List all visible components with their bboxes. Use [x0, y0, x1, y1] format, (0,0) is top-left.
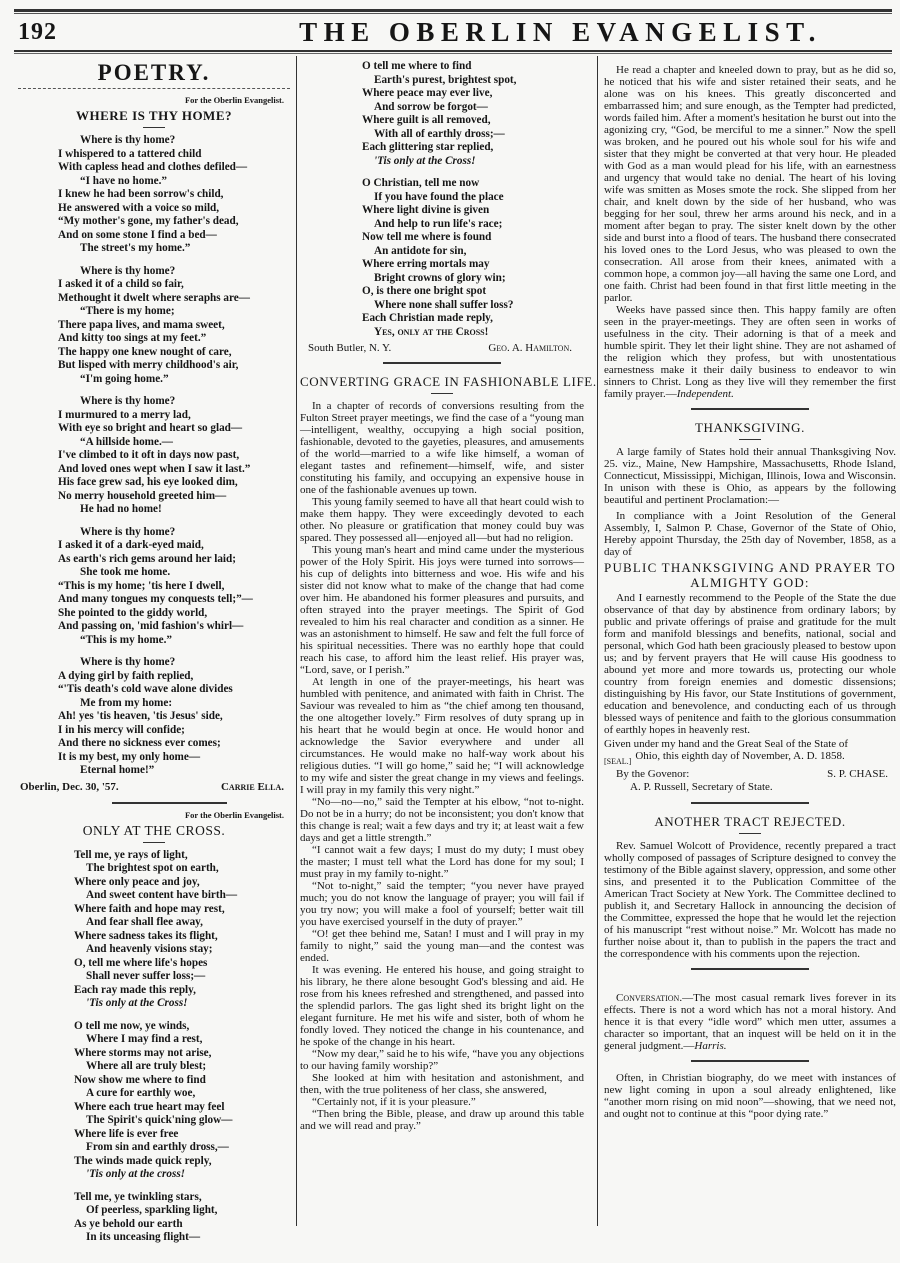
paragraph — [300, 1108, 584, 1132]
poem-line: Where all are truly blest; — [86, 1060, 207, 1072]
paragraph — [604, 992, 896, 1052]
poem-line: Where is thy home? — [80, 656, 176, 668]
paragraph-text: This young man's heart and mind came under the mysterious power of the Holy Spirit. His joys were turned into sorrows—his cup of delights into bitterness and woe. His wife and his sister did not know what to make of the change that had come over him. He abandoned his former pleasures and pursuits, and often strayed into the prayer meetings. The Spirit of God revealed to him his real character and condition as a sinner. He was an astonishment to himself. He saw and felt the full force of his spiritual necessities. There was no earthly hope that could reach his case, to afford him the least relief. His prayer was, “Lord, save, or I perish.” — [300, 544, 584, 676]
poem-line: Where is thy home? — [80, 525, 176, 538]
poem-line: She pointed to the giddy world, — [58, 606, 208, 619]
short-rule — [739, 439, 761, 440]
poem-line: And heavenly visions stay; — [86, 943, 213, 955]
poem-line: As earth's rich gems around her laid; — [58, 552, 236, 565]
poem-line: And fear shall flee away, — [86, 916, 203, 928]
seal-mark: [SEAL.] — [604, 757, 632, 766]
poem-line: And passing on, 'mid fashion's whirl— — [58, 620, 244, 632]
poem-line: A dying girl by faith replied, — [58, 669, 194, 682]
divider — [112, 802, 227, 804]
divider — [691, 408, 809, 410]
paragraph — [604, 592, 896, 736]
paragraph — [300, 1072, 584, 1096]
article-title: ANOTHER TRACT REJECTED. — [654, 814, 846, 829]
poem-line: O Christian, tell me now — [362, 177, 480, 189]
poem-line: Bright crowns of glory win; — [374, 271, 506, 284]
short-rule — [739, 833, 761, 834]
paragraph-text: He read a chapter and kneeled down to pray, but as he did so, he noticed that his wife and sister retained their seats, and he alone was on his knees. This greatly disconcerted and embarrassed him; and sure enough, as the Tempter had predicted, words failed him. After a moment's hesitation he burst out into the agonizing cry, “God, be merciful to me a sinner.” Now the spell was broken, and he poured out his whole soul for his wife and sister that they might be converted at that very hour. He pleaded with God as a man would plead for his life, with an earnestness and urgency that would take no denial. The heart of his loving wife was smitten as Moses smote the rock. She slipped from her chair, and knelt down by the side of her husband, who was begging for her soul, threw her arms around his neck, and in a moment after began to pray. The sister knelt down by the other side and burst into a flood of tears. The husband there consecrated his loved ones to the Lord Jesus, who was pleased to own the consecration. All arose from their knees, animated with a common hope, a common joy—all having the same one Lord, and one faith. Christ had been found in that first little meeting in the parlor. — [604, 64, 896, 304]
short-rule — [143, 842, 165, 843]
top-rule — [14, 9, 892, 14]
poem-signature — [12, 781, 296, 793]
conversation-paragraph — [604, 992, 896, 1052]
divider — [691, 1060, 809, 1062]
poem-line: Methought it dwelt where seraphs are— — [58, 291, 250, 304]
paragraph-text: “Then bring the Bible, please, and draw up around this table and we will read and pray.” — [300, 1108, 584, 1132]
paragraph-text: “O! get thee behind me, Satan! I must and I will pray in my family to night,” said the young man—and the contest was ended. — [300, 928, 584, 964]
poem-line: The street's my home.” — [80, 242, 191, 254]
poem-line: “A hillside home.— — [80, 435, 173, 448]
poem-line: And there no sickness ever comes; — [58, 737, 221, 749]
stanza — [12, 1191, 296, 1245]
paragraph-text: A large family of States hold their annual Thanksgiving Nov. 25. viz., Maine, New Hampshire, Massachusetts, Rhode Island, Connecticut, Mississippi, Michigan, Illinois, Iowa and Wisconsin. In unison with these is Ohio, as appears by the following beautiful and pertinent Proclamation:— — [604, 446, 896, 506]
poem-line: And help to run life's race; — [374, 217, 503, 230]
paragraph-text: “Now my dear,” said he to his wife, “have you any objections to our having family worship?” — [300, 1048, 584, 1072]
poem-line: And loved ones wept when I saw it last.” — [58, 462, 251, 475]
paragraph-source: Independent. — [676, 388, 734, 400]
paragraph-text: “I cannot wait a few days; I must do my duty; I must obey the master; I must tell what the Lord has done for my soul; I must pray in my family to-night.” — [300, 844, 584, 880]
paragraph — [300, 844, 584, 880]
poem-line: “This is my home.” — [80, 633, 172, 646]
poem-title: ONLY AT THE CROSS. — [82, 822, 226, 838]
proclamation-heading: PUBLIC THANKSGIVING AND PRAYER TO ALMIGHTY GOD: — [604, 560, 896, 590]
paragraph — [604, 446, 896, 506]
secretary-signature: A. P. Russell, Secretary of State. — [630, 781, 773, 793]
poem-author: Carrie Ella. — [220, 780, 284, 793]
poem-line: “I'm going home.” — [80, 372, 169, 385]
article-title: THANKSGIVING. — [695, 420, 805, 435]
paragraph-text: “Not to-night,” said the tempter; “you never have prayed much; you do not know the language of prayer; you will fail if you try now; you will make a fool of yourself; better wait till you have exercised yourself in the duty of prayer.” — [300, 880, 584, 928]
poem-line: Each Christian made reply, — [362, 312, 493, 324]
thanksgiving-intro — [604, 446, 896, 506]
poem-line: Eternal home!” — [80, 764, 155, 776]
article-body — [300, 400, 584, 1132]
paragraph — [300, 400, 584, 496]
paragraph — [300, 676, 584, 796]
poem-line: Where storms may not arise, — [74, 1046, 212, 1059]
poem-line: I asked it of a dark-eyed maid, — [58, 539, 204, 551]
poem-line: And many tongues my conquests tell;”— — [58, 593, 253, 605]
poem-line: The happy one knew nought of care, — [58, 345, 232, 358]
poem-line: The Spirit's quick'ning glow— — [86, 1114, 233, 1126]
poem-credit: For the Oberlin Evangelist. — [184, 809, 284, 820]
paragraph — [604, 304, 896, 400]
poem-line: But lisped with merry childhood's air, — [58, 359, 239, 371]
paragraph-text: Rev. Samuel Wolcott of Providence, recently prepared a tract wholly composed of passages of Scripture designed to convey the testimony of the Bible against slavery, oppression, and some other sins, and presented it to the Publication Committee of the American Tract Society at New York. The Committee declined to publish it, and Secretary Hallock in announcing the decision of the Committee, expressed the hope that he would let the rejection of his manuscript “rest without noise.” Mr. Wolcott has made no further noise about it, than to publish in the papers the tract and the correspondence with his comments upon the rejection. — [604, 840, 896, 960]
poem-line: Tell me, ye rays of light, — [74, 848, 188, 861]
poem-line: With eye so bright and heart so glad— — [58, 422, 243, 434]
paragraph — [300, 496, 584, 544]
stanza — [300, 60, 584, 168]
poem-line: Of peerless, sparkling light, — [86, 1204, 218, 1216]
poem-body — [12, 849, 296, 1245]
poem-line: Now tell me where is found — [362, 231, 492, 243]
given-line: Given under my hand and the Great Seal of the State of — [604, 738, 849, 750]
poem-line: No merry household greeted him— — [58, 489, 227, 502]
poem-line: O tell me now, ye winds, — [74, 1019, 190, 1032]
poem-line: Where light divine is given — [362, 204, 490, 216]
poem-line: “I have no home.” — [80, 174, 168, 187]
paragraph-text: Weeks have passed since then. This happy family are often seen in the prayer-meetings. They are often seen in works of usefulness in the city. Their adorning is that of a meek and humble spirit. They let their light shine. They are not ashamed of the religion which they profess, but with unostentatious earnestness make it their daily business to endeavor to win sinners to Christ. Long as they live will they remember the first family prayer.— — [604, 304, 896, 400]
poem-line: I knew he had been sorrow's child, — [58, 188, 224, 200]
poem-body — [12, 134, 296, 778]
poem-line: Where each true heart may feel — [74, 1100, 225, 1113]
poem-line: With all of earthly dross;— — [374, 127, 505, 140]
paragraph — [300, 880, 584, 928]
column-2 — [300, 56, 597, 1132]
poem-line: O tell me where to find — [362, 60, 472, 72]
article-body — [604, 840, 896, 960]
paragraph-text: “No—no—no,” said the Tempter at his elbow, “not to-night. Do not be in a hurry; do not be inconsistent; you don't know that this change is real; wait a few days and try it; at least wait a few days and get a little strength.” — [300, 796, 584, 844]
paragraph-text: This young family seemed to have all that heart could wish to make them happy. They were exceedingly devoted to each other. No pleasure or gratification that money could buy was spared. They possessed all—enjoyed all—but had no religion. — [300, 496, 584, 544]
poem-line: As ye behold our earth — [74, 1217, 183, 1230]
proclamation-recommendation — [604, 592, 896, 736]
poem-credit: For the Oberlin Evangelist. — [184, 95, 284, 105]
poem-line: I've climbed to it oft in days now past, — [58, 449, 240, 461]
poem-line: I in his mercy will confide; — [58, 723, 185, 736]
poem-line: Ah! yes 'tis heaven, 'tis Jesus' side, — [58, 710, 223, 722]
paragraph-text: She looked at him with hesitation and astonishment, and then, with the true politeness of her class, she answered, — [300, 1072, 584, 1096]
paragraph-text: At length in one of the prayer-meetings, his heart was humbled with penitence, and animated with faith in Christ. The Saviour was revealed to him as “the chief among ten thousand, the one altogether lovely.” Firm resolves of duty sprang up in his heart that he would begin at once. He would honor and acknowledge the Savior everywhere and under all circumstances. He would make no half-way work about his religious duties. “I will go home,” said he; “I will acknowledge to my wife and sister the great change in my views and feelings. I will pray in my family this very night.” — [300, 676, 584, 796]
poem-line: Shall never suffer loss;— — [86, 970, 206, 982]
poem-line: And kitty too sings at my feet.” — [58, 332, 207, 344]
paragraph — [300, 1048, 584, 1072]
poem-line: A cure for earthly woe, — [86, 1087, 196, 1099]
paragraph — [300, 544, 584, 676]
poem-line: He answered with a voice so mild, — [58, 201, 220, 214]
poem-line: There papa lives, and mama sweet, — [58, 318, 225, 331]
paragraph-text: And I earnestly recommend to the People of the State the due observance of that day by abstinence from ordinary labors; by public and private offerings of praise and gratitude for the mult form and manifold blessings and benefits, national, social and personal, which God hath been graciously pleased to bestow upon us; and by fervent prayers that He will cause His goodness to abound yet more and more towards us, protecting our whole country from foreign enemies and domestic dissensions; distinguishing by His favor, our State Institutions of government, education and benevolence, and conducting each of us through blessed ways of penitence and faith to the glorious consummation of earthly hopes in heavenly rest. — [604, 592, 896, 736]
paragraph-text: In compliance with a Joint Resolution of the General Assembly, I, Salmon P. Chase, Governor of the State of Ohio, Hereby appoint Thursday, the 25th day of November, 1858, as a day of — [604, 510, 896, 558]
poem-line: I whispered to a tattered child — [58, 147, 202, 160]
stanza — [12, 849, 296, 1011]
stanza — [12, 395, 296, 517]
paragraph — [604, 840, 896, 960]
poem-line: Where peace may ever live, — [362, 87, 493, 99]
poem-line: “My mother's gone, my father's dead, — [58, 215, 239, 227]
poem-line: With capless head and clothes defiled— — [58, 161, 248, 173]
short-rule — [431, 393, 453, 394]
masthead-title: THE OBERLIN EVANGELIST. — [299, 17, 822, 47]
poem-line: “This is my home; 'tis here I dwell, — [58, 579, 225, 592]
poem-line: “'Tis death's cold wave alone divides — [58, 683, 233, 695]
paragraph — [604, 64, 896, 304]
poem-line: 'Tis only at the Cross! — [86, 997, 188, 1009]
article-title: CONVERTING GRACE IN FASHIONABLE LIFE. — [300, 374, 597, 389]
paragraph — [300, 1096, 584, 1108]
poem-body-continued — [300, 60, 584, 339]
paragraph — [604, 1072, 896, 1120]
poem-line: Yes, only at the Cross! — [374, 325, 489, 338]
poem-line: In its unceasing flight— — [86, 1231, 201, 1243]
poem-line: Where guilt is all removed, — [362, 114, 491, 126]
column-1 — [12, 56, 297, 1243]
poem-line: And on some stone I find a bed— — [58, 228, 217, 241]
paragraph — [604, 510, 896, 558]
poem-title: WHERE IS THY HOME? — [76, 108, 232, 123]
poem-line: I asked it of a child so fair, — [58, 278, 184, 290]
poem-line: And sweet content have birth— — [86, 889, 238, 901]
proclamation-text — [604, 510, 896, 558]
poem-line: She took me home. — [80, 566, 171, 578]
poem-line: Now show me where to find — [74, 1073, 206, 1086]
governor-name: S. P. CHASE. — [827, 768, 888, 780]
article-body-continued — [604, 64, 896, 400]
stanza — [12, 656, 296, 778]
divider — [691, 802, 809, 804]
stanza — [300, 177, 584, 339]
poem-line: Each ray made this reply, — [74, 983, 196, 996]
poem-line: “There is my home; — [80, 305, 175, 317]
poem-line: Where is thy home? — [80, 264, 176, 277]
governor-signature — [604, 768, 896, 781]
poem-line: Each glittering star replied, — [362, 141, 494, 153]
paragraph-text: Often, in Christian biography, do we meet with instances of new light coming in upon a soul already enlightened, like “another morn rising on mid noon”—showing, that we need not, and ought not to continue at this “poor dying rate.” — [604, 1072, 896, 1120]
poem-line: Where erring mortals may — [362, 258, 490, 270]
poem-line: If you have found the place — [374, 190, 504, 203]
poem-line: Where is thy home? — [80, 134, 176, 146]
poem-line: O, is there one bright spot — [362, 285, 487, 297]
poem-line: 'Tis only at the cross! — [86, 1168, 186, 1180]
divider — [383, 362, 501, 364]
poem-signature — [300, 342, 584, 354]
poem-line: The winds made quick reply, — [74, 1154, 212, 1167]
poem-line: It is my best, my only home— — [58, 750, 201, 763]
biography-paragraph — [604, 1072, 896, 1120]
stanza — [12, 265, 296, 387]
poem-author: Geo. A. Hamilton. — [488, 342, 572, 354]
poem-line: Where none shall suffer loss? — [374, 298, 514, 311]
masthead-rule — [14, 50, 892, 54]
poem-line: Tell me, ye twinkling stars, — [74, 1190, 202, 1203]
stanza — [12, 1020, 296, 1182]
poem-line: Where sadness takes its flight, — [74, 929, 218, 942]
poem-line: An antidote for sin, — [374, 244, 467, 257]
wavy-rule — [18, 88, 290, 89]
poem-line: Earth's purest, brightest spot, — [374, 73, 517, 86]
paragraph-text: —The most casual remark lives forever in its effects. There is not a word which has not a moral history. And hence it is that every “idle word” which men utter, assumes a character so important, that an inquest will be held on it in the general judgment.— — [604, 992, 896, 1052]
poem-line: From sin and earthly dross,— — [86, 1141, 229, 1153]
paragraph-source: Harris. — [694, 1040, 727, 1052]
section-title-poetry: POETRY. — [97, 60, 211, 85]
poem-line: His face grew sad, his eye looked dim, — [58, 476, 238, 488]
paragraph — [300, 964, 584, 1048]
paragraph — [300, 796, 584, 844]
paragraph-text: “Certainly not, if it is your pleasure.” — [312, 1096, 476, 1108]
poem-line: O, tell me where life's hopes — [74, 956, 208, 969]
poem-line: Where life is ever free — [74, 1127, 179, 1140]
by-label: By the Govenor: — [616, 768, 690, 780]
column-3 — [597, 56, 896, 1226]
poem-place: Oberlin, Dec. 30, '57. — [20, 780, 119, 793]
poem-line: 'Tis only at the Cross! — [374, 154, 476, 167]
short-rule — [143, 127, 165, 128]
poem-line: I murmured to a merry lad, — [58, 408, 191, 421]
poem-line: He had no home! — [80, 503, 162, 515]
given-date: Ohio, this eighth day of November, A. D. 1858. — [635, 750, 845, 762]
paragraph-text: It was evening. He entered his house, and going straight to his library, he there alone besought God's blessing and aid. He rose from his knees refreshed and strengthened, and passed into the splendid parlors. The gas light shed its bright light on the elegant furniture. He met his wife and sister, both of whom he fondly loved. They noticed the change in his countenance, and he spoke of the change in his heart. — [300, 964, 584, 1048]
poem-line: Where is thy home? — [80, 395, 176, 407]
stanza — [12, 134, 296, 256]
poem-line: And sorrow be forgot— — [374, 100, 488, 113]
poem-place: South Butler, N. Y. — [308, 342, 392, 354]
stanza — [12, 526, 296, 648]
paragraph-lead: Conversation. — [616, 992, 683, 1004]
poem-line: Where faith and hope may rest, — [74, 902, 225, 915]
poem-line: Me from my home: — [80, 696, 173, 709]
poem-line: The brightest spot on earth, — [86, 862, 219, 874]
divider — [691, 968, 809, 970]
seal-line — [604, 750, 896, 768]
paragraph — [300, 928, 584, 964]
page-number: 192 — [18, 19, 57, 45]
paragraph-text: In a chapter of records of conversions resulting from the Fulton Street prayer meetings, we find the case of a “young man—intelligent, wealthy, occupying a high social position, fashionable, devoted to the gayeties, pleasures, and amusements of the world—married to a wife like himself, a woman of elegant tastes and refinement—himself, wife, and sister constituting his family, and occupying an expensive house in one of the fashionable avenues up town. — [300, 400, 584, 496]
poem-line: Where only peace and joy, — [74, 875, 200, 888]
poem-line: Where I may find a rest, — [86, 1033, 203, 1045]
